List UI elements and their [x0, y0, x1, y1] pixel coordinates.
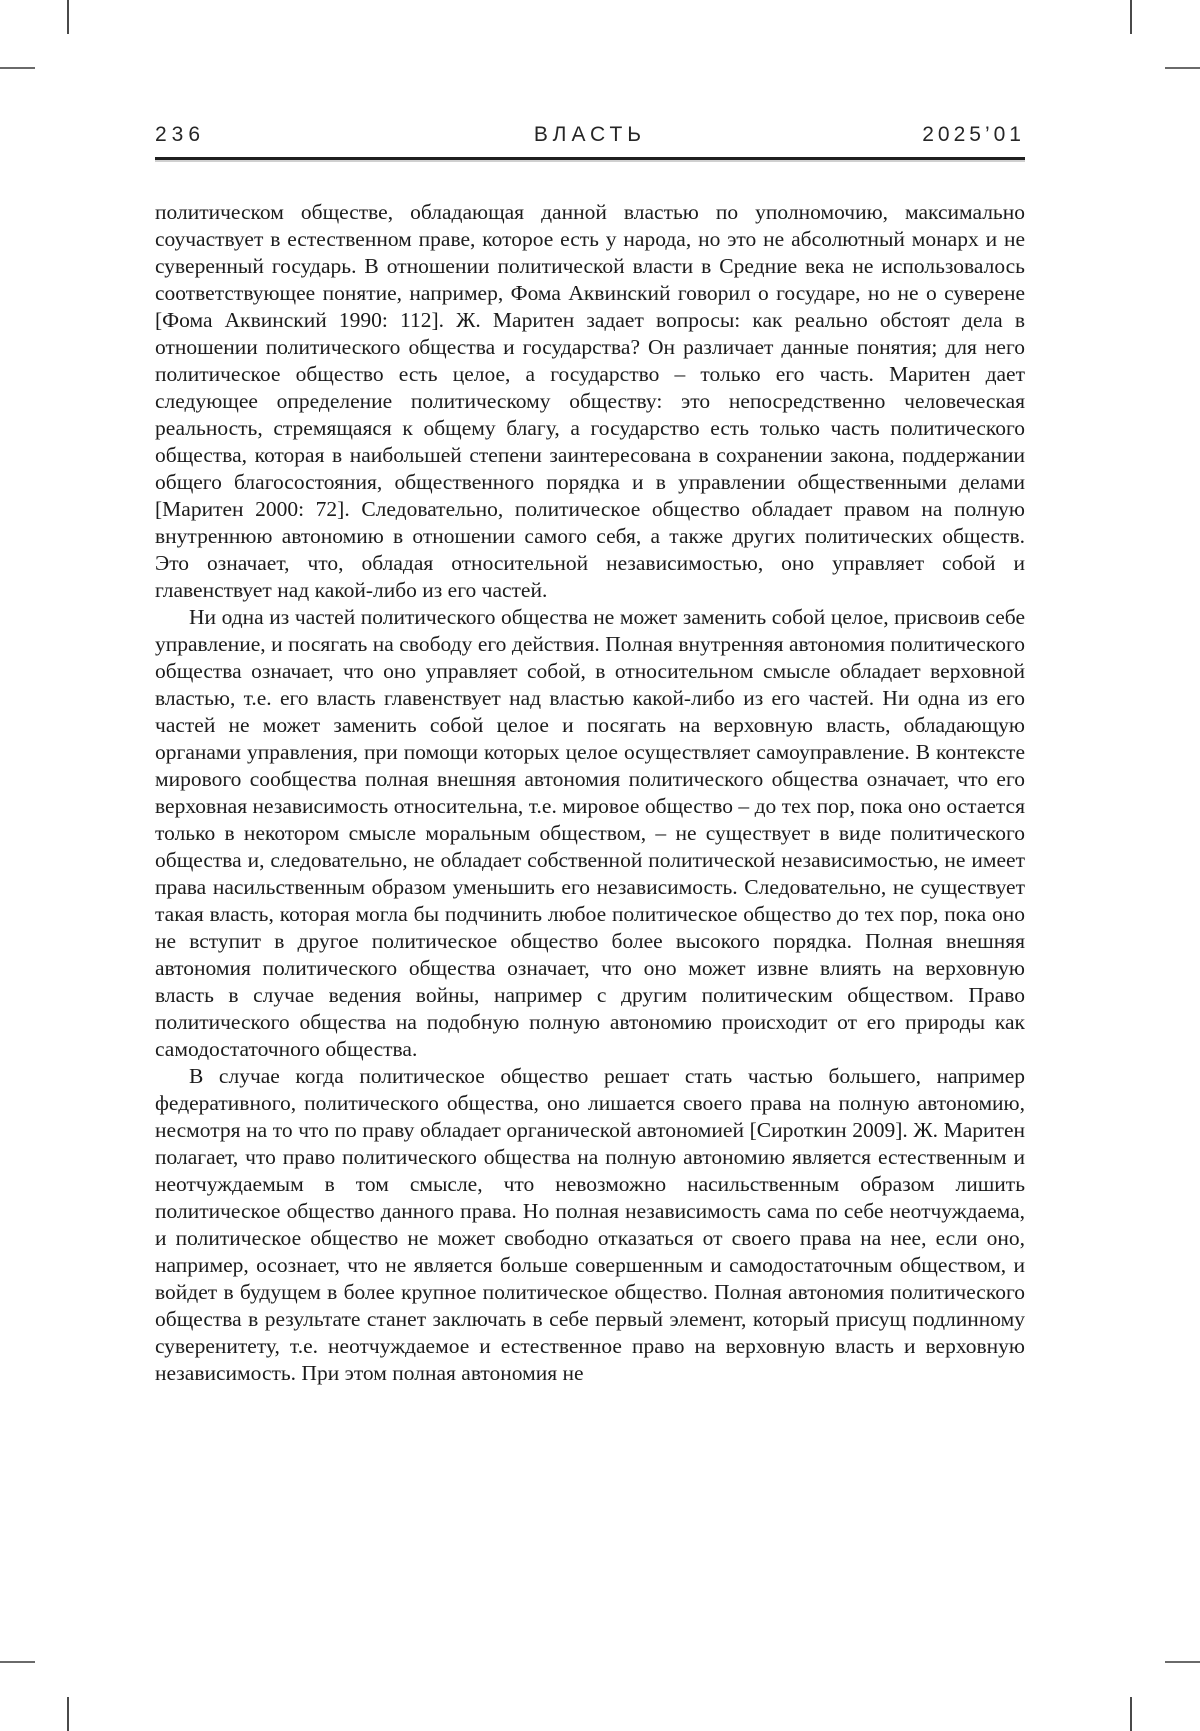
journal-title: ВЛАСТЬ — [533, 123, 647, 146]
paragraph: политическом обществе, обладающая данной властью по уполномочию, максимально соучаствует в естественном праве, которое есть у народа, но это не абсолютный монарх и не суверенный государь. В отношении политической власти в Средние века не использовалось соответствующее понятие, например, Фома Аквинский говорил о государе, но не о суверене [Фома Аквинский 1990: 112]. Ж. Маритен задает вопросы: как реально обстоят дела в отношении политического общества и государства? Он различает данные понятия; для него политическое общество есть целое, а государство – только его часть. Маритен дает следующее определение политическому обществу: это непосредственно человеческая реальность, стремящаяся к общему благу, а государство есть только часть политического общества, которая в наибольшей степени заинтересована в сохранении закона, поддержании общего благосостояния, общественного порядка и в управлении общественными делами [Маритен 2000: 72]. Следовательно, политическое общество обладает правом на полную внутреннюю автономию в отношении самого себя, а также других политических обществ. Это означает, что, обладая относительной независимостью, оно управляет собой и главенствует над какой-либо из его частей. — [155, 200, 1025, 602]
crop-mark-top-right-vertical — [1130, 0, 1132, 34]
page-content — [155, 122, 1025, 1387]
page-number: 236 — [155, 123, 206, 146]
crop-mark-top-left-vertical — [67, 0, 69, 34]
article-body — [155, 199, 1025, 1387]
crop-mark-top-right-horizontal — [1165, 67, 1200, 69]
crop-mark-bottom-left-vertical — [67, 1697, 69, 1731]
crop-mark-bottom-right-vertical — [1130, 1697, 1132, 1731]
paragraph: Ни одна из частей политического общества не может заменить собой целое, присвоив себе управление, и посягать на свободу его действия. Полная внутренняя автономия политического общества означает, что оно управляет собой, в относительном смысле обладает верховной властью, т.е. его власть главенствует над властью какой-либо из его частей. Ни одна из его частей не может заменить собой целое и посягать на верховную власть, обладающую органами управления, при помощи которых целое осуществляет самоуправление. В контексте мирового сообщества полная внешняя автономия политического общества означает, что его верховная независимость относительна, т.е. мировое общество – до тех пор, пока оно остается только в некотором смысле моральным обществом, – не существует в виде политического общества и, следовательно, не обладает собственной политической независимостью, не имеет права насильственным образом уменьшить его независимость. Следовательно, не существует такая власть, которая могла бы подчинить любое политическое общество до тех пор, пока оно не вступит в другое политическое общество более высокого порядка. Полная внешняя автономия политического общества означает, что оно может извне влиять на верховную власть в случае ведения войны, например с другим политическим обществом. Право политического общества на подобную полную автономию происходит от его природы как самодостаточного общества. — [155, 605, 1025, 1061]
paragraph: В случае когда политическое общество решает стать частью большего, например федеративного, политического общества, оно лишается своего права на полную автономию, несмотря на то что по праву обладает органической автономией [Сироткин 2009]. Ж. Маритен полагает, что право политического общества на полную автономию является естественным и неотчуждаемым в том смысле, что невозможно насильственным образом лишить политическое общество данного права. Но полная независимость сама по себе неотчуждаема, и политическое общество не может свободно отказаться от своего права на нее, если оно, например, осознает, что не является больше совершенным и самодостаточным обществом, и войдет в будущем в более крупное политическое общество. Полная автономия политического общества в результате станет заключать в себе первый элемент, который присущ подлинному суверенитету, т.е. неотчуждаемое и естественное право на верховную власть и верховную независимость. При этом полная автономия не — [155, 1064, 1025, 1385]
crop-mark-bottom-left-horizontal — [0, 1661, 35, 1663]
crop-mark-top-left-horizontal — [0, 67, 35, 69]
header-rule — [155, 157, 1025, 160]
issue-number: 2025’01 — [922, 123, 1025, 146]
crop-mark-bottom-right-horizontal — [1165, 1661, 1200, 1663]
running-head — [155, 122, 1025, 148]
